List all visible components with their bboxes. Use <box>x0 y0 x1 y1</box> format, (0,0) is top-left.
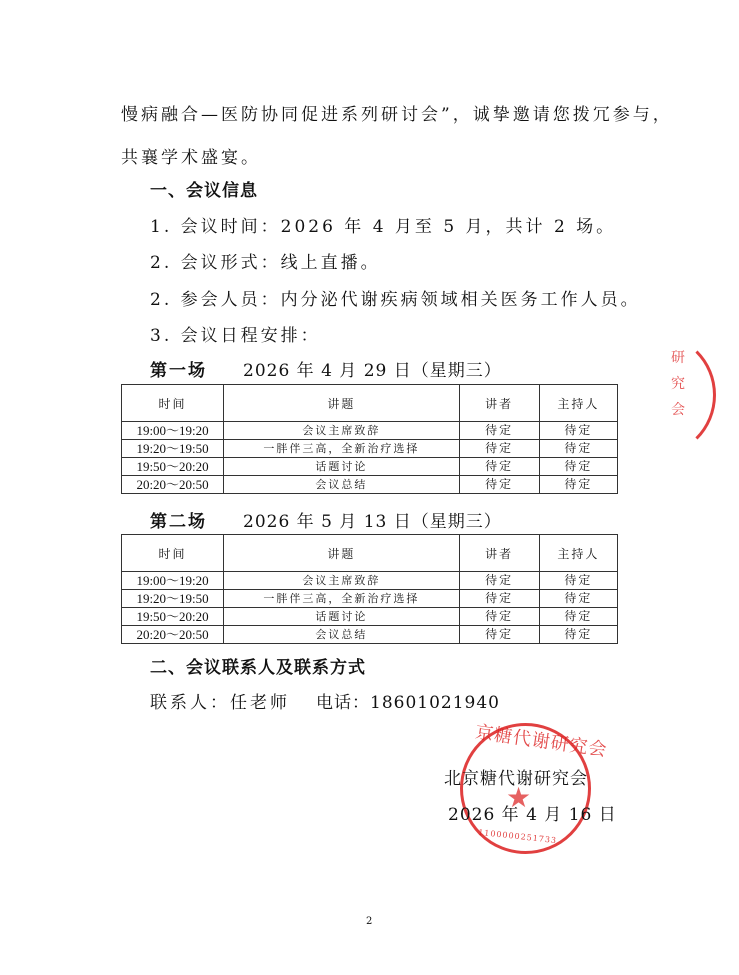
cell-topic: 话题讨论 <box>224 458 459 476</box>
header-topic: 讲题 <box>224 385 459 422</box>
cell-speaker: 待定 <box>459 626 539 644</box>
cell-time: 19:50～20:20 <box>122 608 224 626</box>
cell-speaker: 待定 <box>459 572 539 590</box>
cell-topic: 会议总结 <box>224 476 459 494</box>
session1-title <box>150 356 502 381</box>
session2-date: 2026 年 5 月 13 日（星期三） <box>243 512 502 532</box>
seal-arc-text: 京糖代谢研究会 <box>473 721 609 762</box>
header-speaker: 讲者 <box>459 385 539 422</box>
header-topic: 讲题 <box>224 535 459 572</box>
contact-phone: 电话：18601021940 <box>316 693 500 713</box>
session1-date: 2026 年 4 月 29 日（星期三） <box>243 361 502 381</box>
page-number: 2 <box>366 916 373 927</box>
table-header-row <box>122 535 618 572</box>
cell-speaker: 待定 <box>459 440 539 458</box>
table-row <box>122 440 618 458</box>
signature-date: 2026 年 4 月 16 日 <box>448 805 617 825</box>
cell-topic: 一胖伴三高，全新治疗选择 <box>224 590 459 608</box>
cell-time: 19:00～19:20 <box>122 422 224 440</box>
table-header-row <box>122 385 618 422</box>
cell-host: 待定 <box>539 458 617 476</box>
header-host: 主持人 <box>539 535 617 572</box>
info-item-attendees: 2. 参会人员：内分泌代谢疾病领域相关医务工作人员。 <box>150 290 641 310</box>
cell-host: 待定 <box>539 476 617 494</box>
cell-speaker: 待定 <box>459 458 539 476</box>
seal-serial: 1100000251733 <box>477 827 558 846</box>
table-row <box>122 422 618 440</box>
table-row <box>122 476 618 494</box>
cell-speaker: 待定 <box>459 476 539 494</box>
cell-topic: 会议主席致辞 <box>224 422 459 440</box>
header-speaker: 讲者 <box>459 535 539 572</box>
cell-speaker: 待定 <box>459 422 539 440</box>
info-item-format: 2. 会议形式：线上直播。 <box>150 253 381 273</box>
header-host: 主持人 <box>539 385 617 422</box>
seal-star-icon: ★ <box>506 781 532 814</box>
session2-title <box>150 507 502 532</box>
partial-seal-text: 研究会 <box>671 350 685 418</box>
contact-person: 联系人：任老师 <box>150 693 290 713</box>
session1-schedule-table <box>121 384 618 494</box>
table-row <box>122 572 618 590</box>
intro-line-1: 慢病融合—医防协同促进系列研讨会”，诚挚邀请您拨冗参与， <box>121 105 673 125</box>
cell-time: 19:20～19:50 <box>122 590 224 608</box>
cell-speaker: 待定 <box>459 608 539 626</box>
section1-heading: 一、会议信息 <box>150 181 258 201</box>
cell-time: 20:20～20:50 <box>122 626 224 644</box>
info-item-schedule: 3. 会议日程安排： <box>150 326 321 346</box>
cell-time: 19:50～20:20 <box>122 458 224 476</box>
cell-topic: 会议主席致辞 <box>224 572 459 590</box>
cell-topic: 会议总结 <box>224 626 459 644</box>
intro-line-2: 共襄学术盛宴。 <box>121 148 261 168</box>
cell-topic: 一胖伴三高，全新治疗选择 <box>224 440 459 458</box>
session2-label: 第二场 <box>150 512 207 532</box>
table-row <box>122 626 618 644</box>
cell-topic: 话题讨论 <box>224 608 459 626</box>
session1-label: 第一场 <box>150 361 207 381</box>
cell-host: 待定 <box>539 422 617 440</box>
cell-speaker: 待定 <box>459 590 539 608</box>
cell-host: 待定 <box>539 572 617 590</box>
cell-host: 待定 <box>539 440 617 458</box>
header-time: 时间 <box>122 385 224 422</box>
cell-host: 待定 <box>539 608 617 626</box>
cell-time: 20:20～20:50 <box>122 476 224 494</box>
cell-time: 19:20～19:50 <box>122 440 224 458</box>
signature-org: 北京糖代谢研究会 <box>444 769 588 789</box>
info-item-time: 1. 会议时间：2026 年 4 月至 5 月，共计 2 场。 <box>150 217 617 237</box>
cell-host: 待定 <box>539 626 617 644</box>
header-time: 时间 <box>122 535 224 572</box>
cell-host: 待定 <box>539 590 617 608</box>
section2-heading: 二、会议联系人及联系方式 <box>150 658 366 678</box>
cell-time: 19:00～19:20 <box>122 572 224 590</box>
table-row <box>122 590 618 608</box>
table-row <box>122 608 618 626</box>
session2-schedule-table <box>121 534 618 644</box>
table-row <box>122 458 618 476</box>
partial-seal-stamp <box>590 332 716 458</box>
